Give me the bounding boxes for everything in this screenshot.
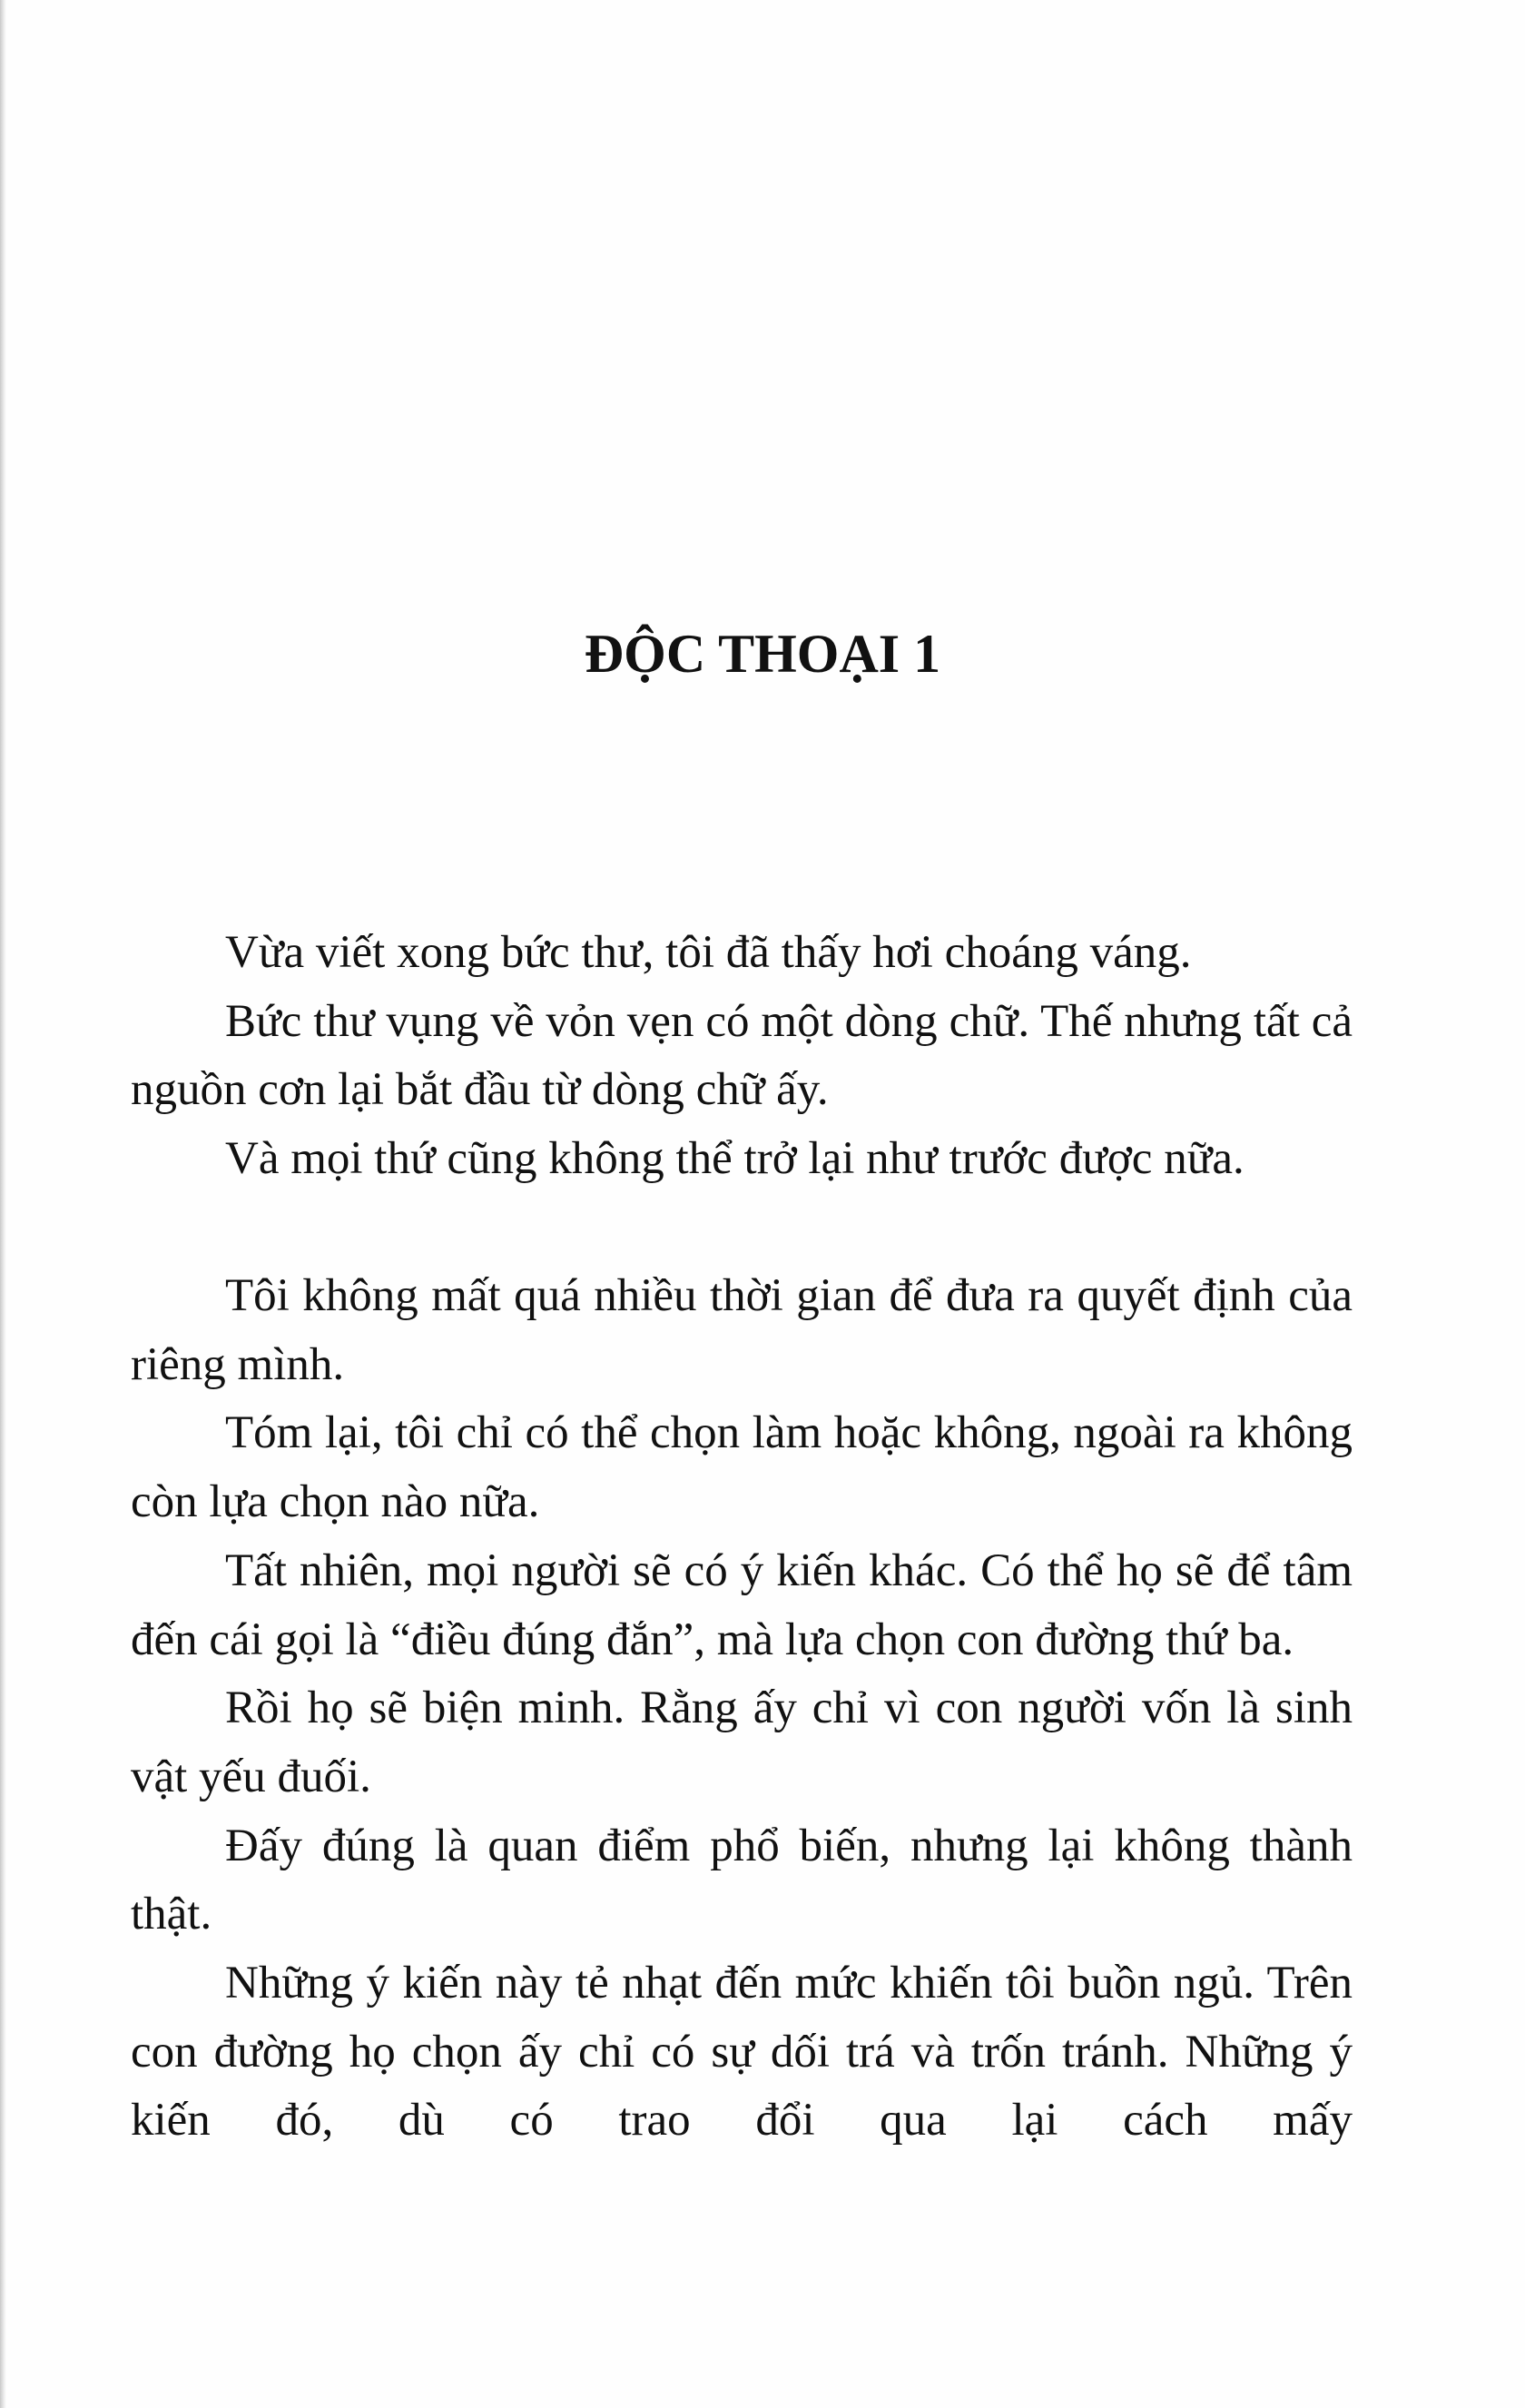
page-spine-edge: [0, 0, 6, 2408]
paragraph: Vừa viết xong bức thư, tôi đã thấy hơi choáng váng.: [225, 927, 1192, 978]
chapter-title: ĐỘC THOẠI 1: [584, 624, 941, 684]
paragraph: Những ý kiến này tẻ nhạt đến mức khiến tôi buồn ngủ. Trên con đường họ chọn ấy chỉ có sự dối trá và trốn tránh. Những ý kiến đó, dù có trao đổi qua lại cách mấy: [131, 1958, 1353, 2146]
paragraph: Tôi không mất quá nhiều thời gian để đưa ra quyết định của riêng mình.: [131, 1270, 1353, 1390]
paragraph: Tất nhiên, mọi người sẽ có ý kiến khác. Có thể họ sẽ để tâm đến cái gọi là “điều đúng đắn”, mà lựa chọn con đường thứ ba.: [131, 1544, 1353, 1665]
paragraph: Tóm lại, tôi chỉ có thể chọn làm hoặc không, ngoài ra không còn lựa chọn nào nữa.: [131, 1407, 1353, 1528]
text-section-2: [131, 1262, 1353, 2156]
text-section-1: [131, 919, 1353, 1194]
paragraph: Đấy đúng là quan điểm phổ biến, nhưng lại không thành thật.: [131, 1820, 1353, 1940]
paragraph: Rồi họ sẽ biện minh. Rằng ấy chỉ vì con người vốn là sinh vật yếu đuối.: [131, 1683, 1353, 1802]
paragraph: Bức thư vụng về vỏn vẹn có một dòng chữ. Thế nhưng tất cả nguồn cơn lại bắt đầu từ dòng chữ ấy.: [131, 995, 1353, 1116]
paragraph: Và mọi thứ cũng không thể trở lại như trước được nữa.: [225, 1133, 1245, 1185]
